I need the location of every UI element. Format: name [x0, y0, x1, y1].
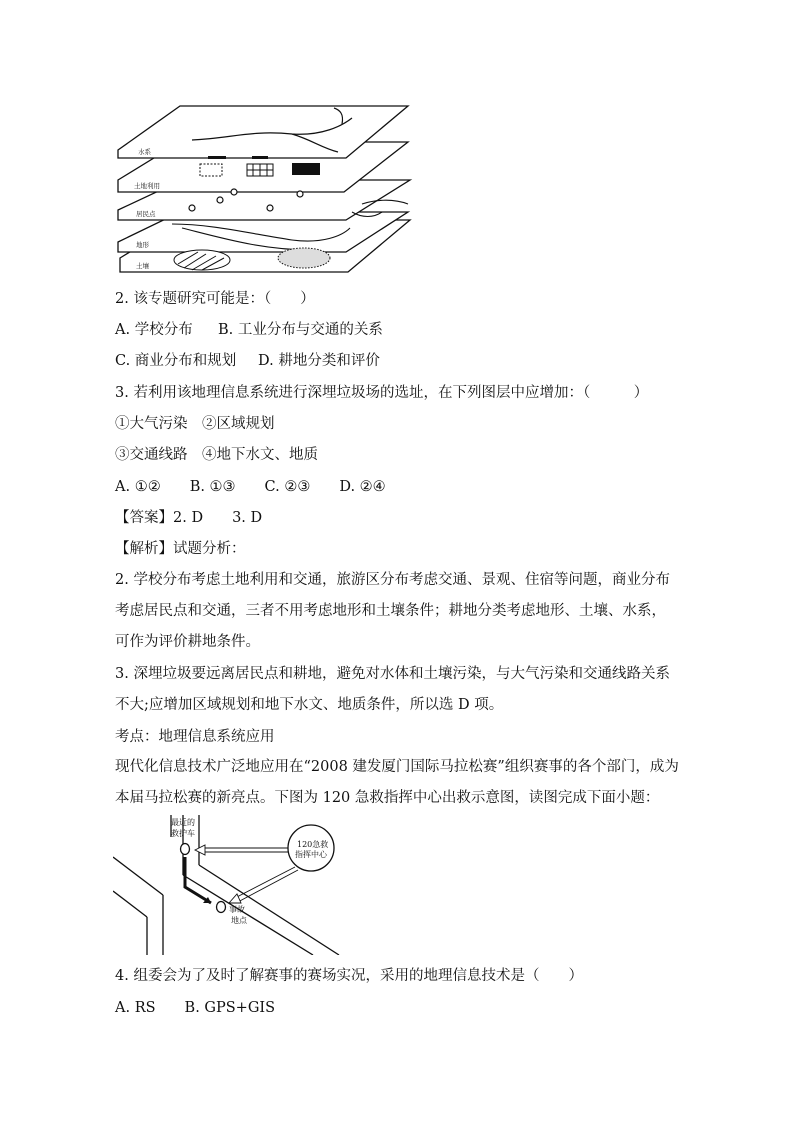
q3-options: A. ①② B. ①③ C. ②③ D. ②④: [115, 479, 386, 495]
dispatch-figure: [113, 815, 358, 955]
kaodian-line: 考点：地理信息系统应用: [115, 729, 275, 745]
ambulance-marker: [181, 844, 190, 855]
gis-layers-figure: [112, 100, 417, 280]
q2-option-b: B. 工业分布与交通的关系: [218, 322, 383, 338]
q2-option-a: A. 学校分布: [115, 322, 193, 338]
road-edge: [113, 857, 163, 895]
intro-paragraph: 现代化信息技术广泛地应用在“2008 建发厦门国际马拉松赛”组织赛事的各个部门，成为本届马拉松赛的新亮点。下图为 120 急救指挥中心出救示意图，读图完成下面小题：: [115, 759, 679, 806]
ambulance-label-1: 最近的: [171, 818, 195, 827]
accident-label-2: 地点: [231, 916, 247, 925]
q3-items-1: ①大气污染 ②区域规划: [115, 416, 275, 432]
analysis-q3: 3. 深埋垃圾要远离居民点和耕地，避免对水体和土壤污染，与大气污染和交通线路关系不大;应增加区域规划和地下水文、地质条件，所以选 D 项。: [115, 666, 670, 713]
layer-label-terrain: 地形: [136, 241, 149, 249]
q2-option-d: D. 耕地分类和评价: [258, 353, 380, 369]
q3-stem: 3. 若利用该地理信息系统进行深埋垃圾场的选址，在下列图层中应增加：（ ）: [115, 385, 649, 401]
q4-stem: 4. 组委会为了及时了解赛事的赛场实况，采用的地理信息技术是（ ）: [115, 968, 583, 984]
answer-line: 【答案】2. D 3. D: [115, 510, 263, 526]
layer-label-soil: 土壤: [136, 262, 149, 270]
q3-items-2: ③交通线路 ④地下水文、地质: [115, 447, 318, 463]
center-label-1: 120急救: [297, 840, 329, 849]
analysis-title: 【解析】试题分析：: [115, 541, 246, 557]
q2-stem: 2. 该专题研究可能是：（ ）: [115, 291, 315, 307]
route-arrow: [185, 857, 211, 903]
ambulance-label-2: 救护车: [171, 829, 195, 838]
accident-label-1: 事故: [229, 905, 245, 914]
q4-options: A. RS B. GPS+GIS: [115, 1000, 276, 1016]
layer-label-settlement: 居民点: [136, 210, 156, 218]
layer-label-water: 水系: [138, 148, 151, 156]
analysis-q2: 2. 学校分布考虑土地利用和交通，旅游区分布考虑交通、景观、住宿等问题，商业分布考虑居民点和交通，三者不用考虑地形和土壤条件；耕地分类考虑地形、土壤、水系，可作为评价耕地条件。: [115, 572, 670, 650]
q2-option-c: C. 商业分布和规划: [115, 353, 237, 369]
center-label-2: 指挥中心: [295, 850, 327, 859]
layer-label-landuse: 土地利用: [134, 182, 160, 190]
accident-marker: [217, 902, 226, 913]
